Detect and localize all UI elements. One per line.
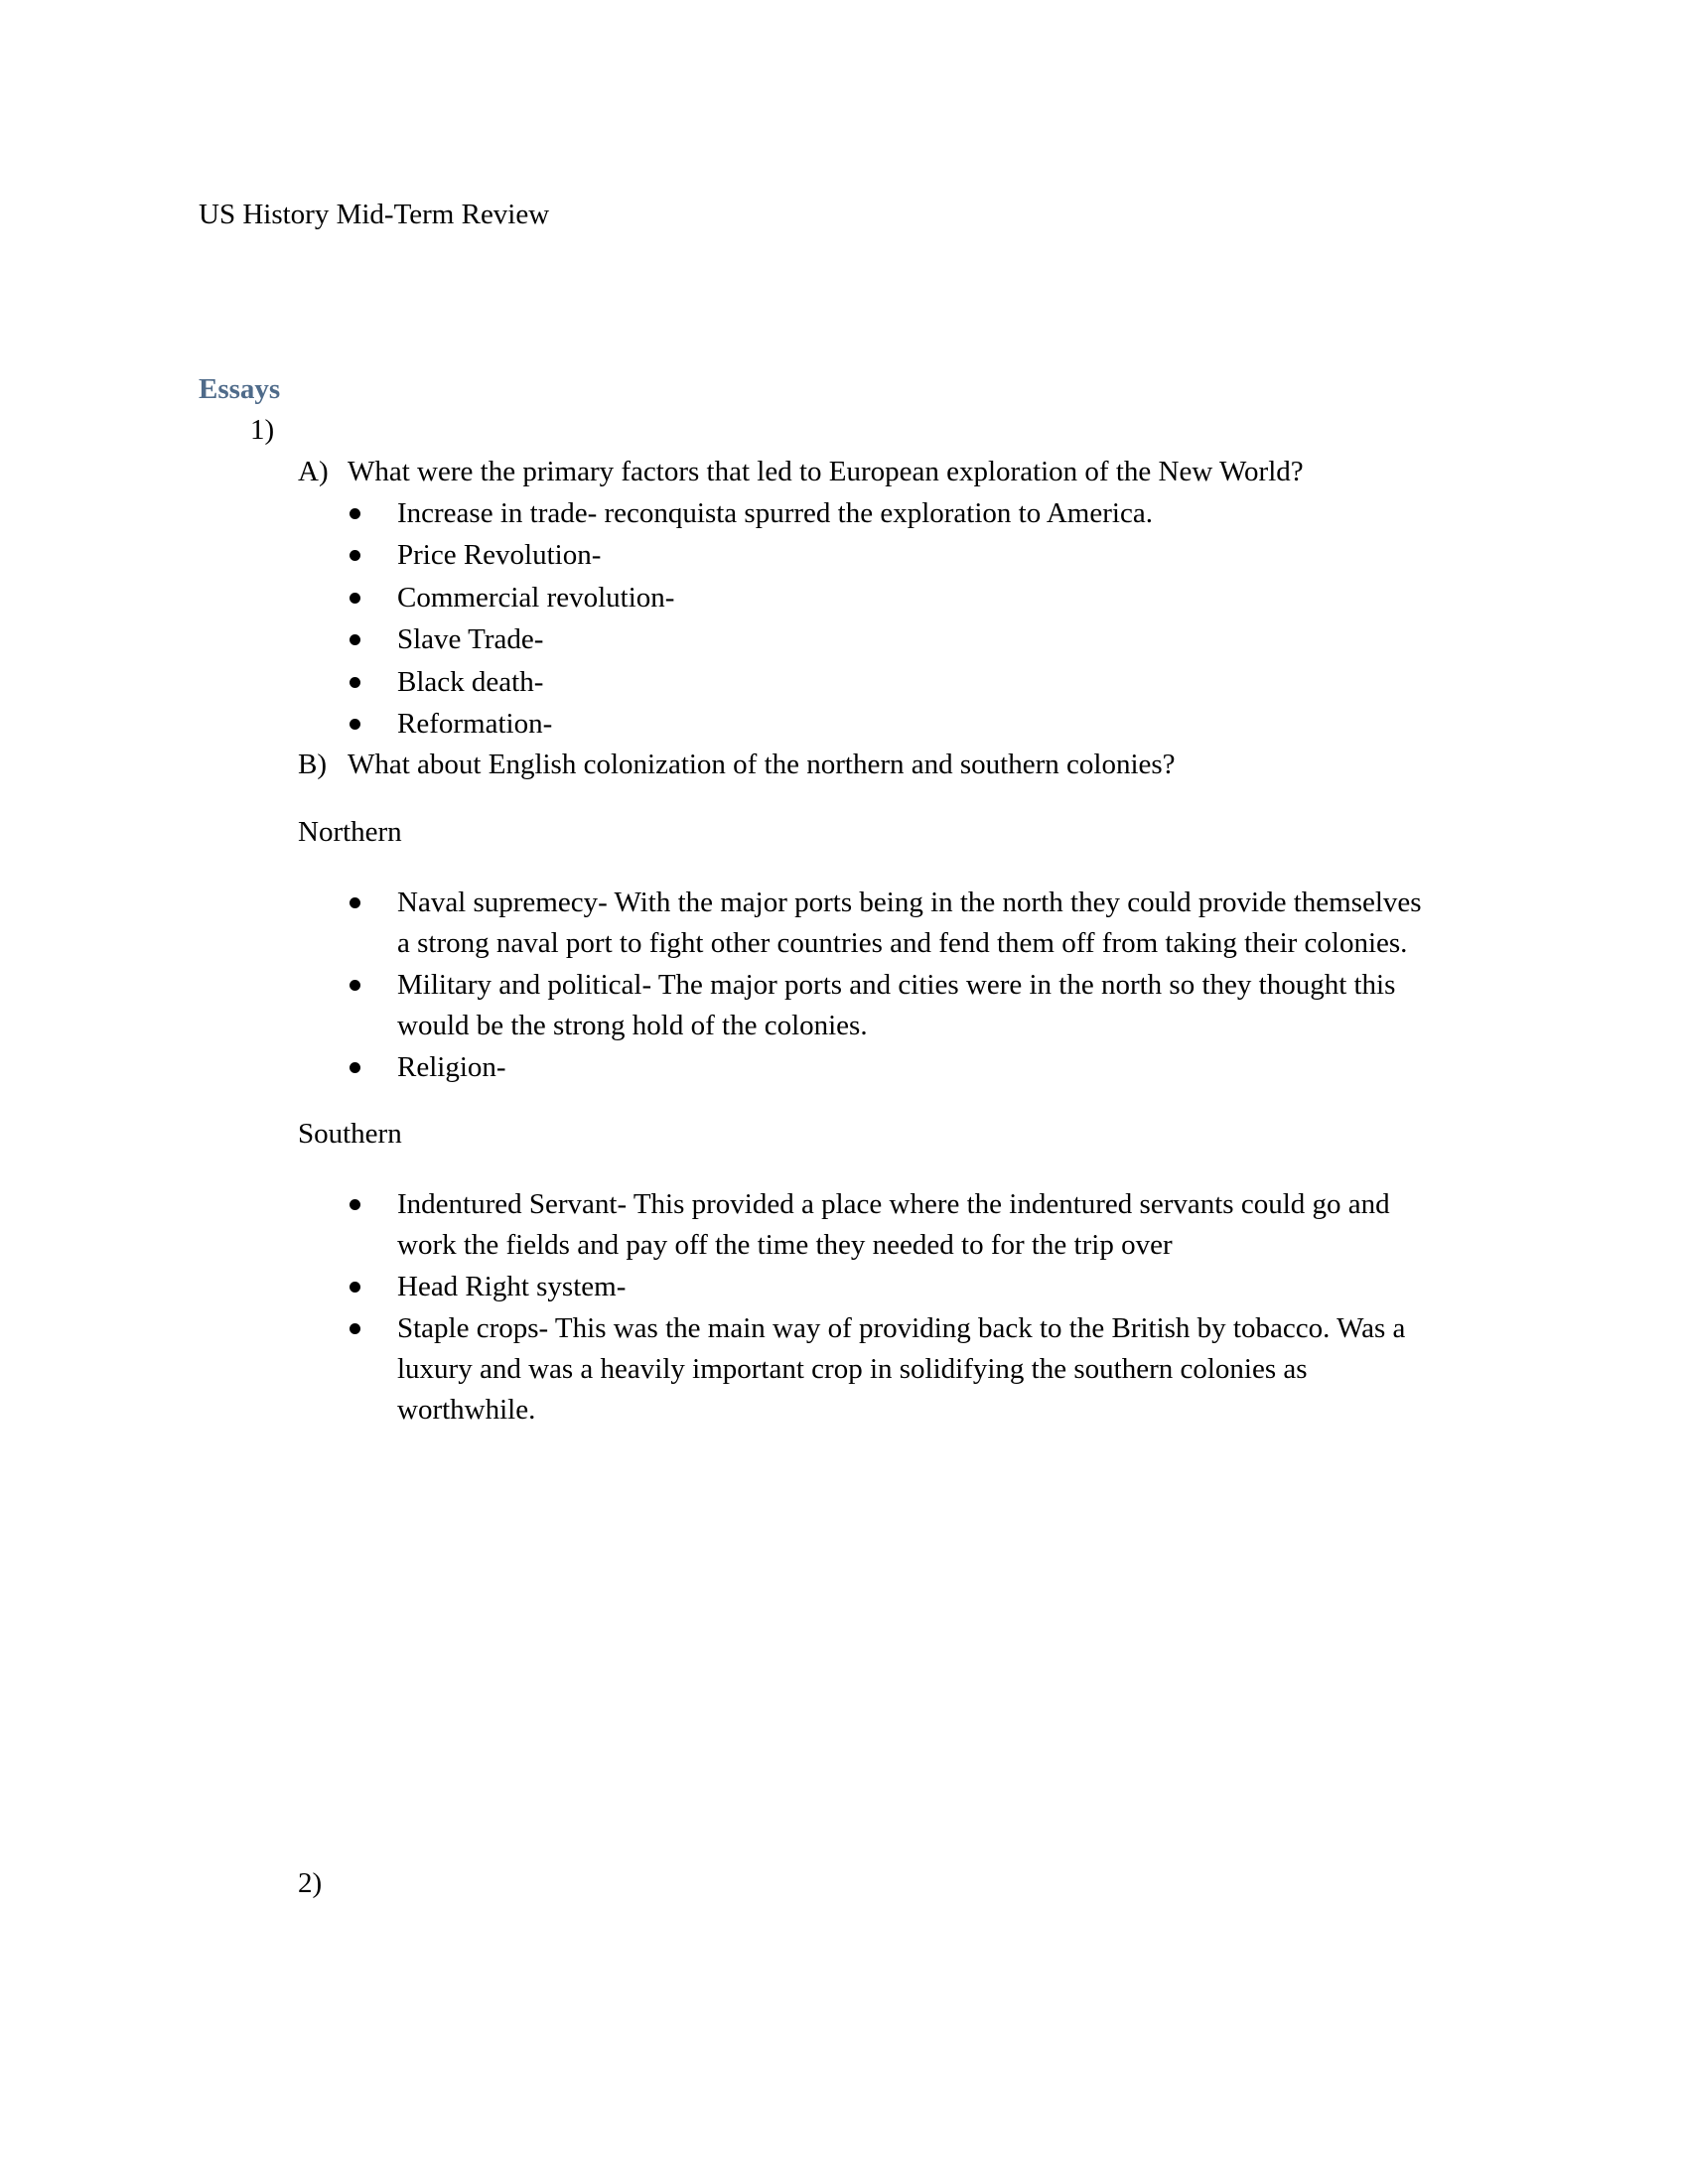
essay-number-1: 1) [250, 414, 275, 446]
bullet-icon [350, 1323, 360, 1334]
bullet-icon [350, 550, 360, 561]
southern-bullet-item-text: luxury and was a heavily important crop in solidifying the southern colonies as [397, 1353, 1308, 1385]
northern-bullet-item-text: Naval supremecy- With the major ports being in the north they could provide themselves [397, 887, 1422, 918]
northern-bullet-item-text: Military and political- The major ports and cities were in the north so they thought this [397, 969, 1396, 1001]
northern-bullet-item-text: would be the strong hold of the colonies. [397, 1010, 868, 1041]
southern-bullet-item-text: Indentured Servant- This provided a place where the indentured servants could go and [397, 1188, 1390, 1220]
northern-heading: Northern [298, 816, 402, 848]
question-a-text: What were the primary factors that led to European exploration of the New World? [348, 456, 1304, 487]
bullet-icon [350, 593, 360, 604]
southern-bullet-item-text: Staple crops- This was the main way of providing back to the British by tobacco. Was a [397, 1312, 1406, 1344]
question-a-bullet-list [344, 492, 1153, 745]
northern-bullet-item [344, 883, 1422, 964]
question-a-bullet-item [344, 534, 1153, 576]
southern-bullet-item-text: work the fields and pay off the time they needed to for the trip over [397, 1229, 1173, 1261]
question-a [298, 458, 1489, 489]
northern-bullet-item-text: a strong naval port to fight other countries and fend them off from taking their colonies. [397, 927, 1408, 959]
question-a-bullet-item [344, 618, 1153, 660]
question-a-bullet-item-text: Commercial revolution- [397, 581, 675, 614]
question-b-label: B) [298, 749, 327, 780]
bullet-icon [350, 677, 360, 688]
question-a-bullet-item-text: Slave Trade- [397, 623, 544, 656]
bullet-icon [350, 719, 360, 730]
bullet-icon [350, 508, 360, 519]
question-a-bullet-item-text: Reformation- [397, 707, 553, 740]
question-a-bullet-item-text: Black death- [397, 665, 544, 698]
southern-bullet-item [344, 1184, 1405, 1266]
section-heading-essays: Essays [199, 373, 281, 405]
question-a-bullet-item [344, 703, 1153, 745]
northern-bullet-list [344, 883, 1422, 1089]
question-a-bullet-item [344, 577, 1153, 618]
question-a-label: A) [298, 456, 329, 487]
southern-bullet-list [344, 1184, 1405, 1432]
bullet-icon [350, 1062, 360, 1073]
northern-bullet-item-text: Religion- [397, 1051, 506, 1083]
bullet-icon [350, 980, 360, 991]
document-title: US History Mid-Term Review [199, 199, 550, 230]
northern-bullet-item [344, 1047, 1422, 1088]
question-a-bullet-item [344, 492, 1153, 534]
southern-bullet-item [344, 1308, 1405, 1431]
question-b-text: What about English colonization of the northern and southern colonies? [348, 749, 1176, 780]
southern-bullet-item-text: worthwhile. [397, 1394, 536, 1426]
bullet-icon [350, 1282, 360, 1293]
bullet-icon [350, 1199, 360, 1210]
bullet-icon [350, 897, 360, 908]
question-a-bullet-item [344, 661, 1153, 703]
bullet-icon [350, 634, 360, 645]
southern-bullet-item-text: Head Right system- [397, 1271, 627, 1302]
question-a-bullet-item-text: Increase in trade- reconquista spurred the exploration to America. [397, 497, 1153, 529]
question-a-bullet-item-text: Price Revolution- [397, 539, 602, 572]
question-b [298, 751, 1489, 782]
southern-heading: Southern [298, 1118, 402, 1150]
northern-bullet-item [344, 965, 1422, 1046]
southern-bullet-item [344, 1267, 1405, 1307]
essay-number-2: 2) [298, 1867, 323, 1899]
